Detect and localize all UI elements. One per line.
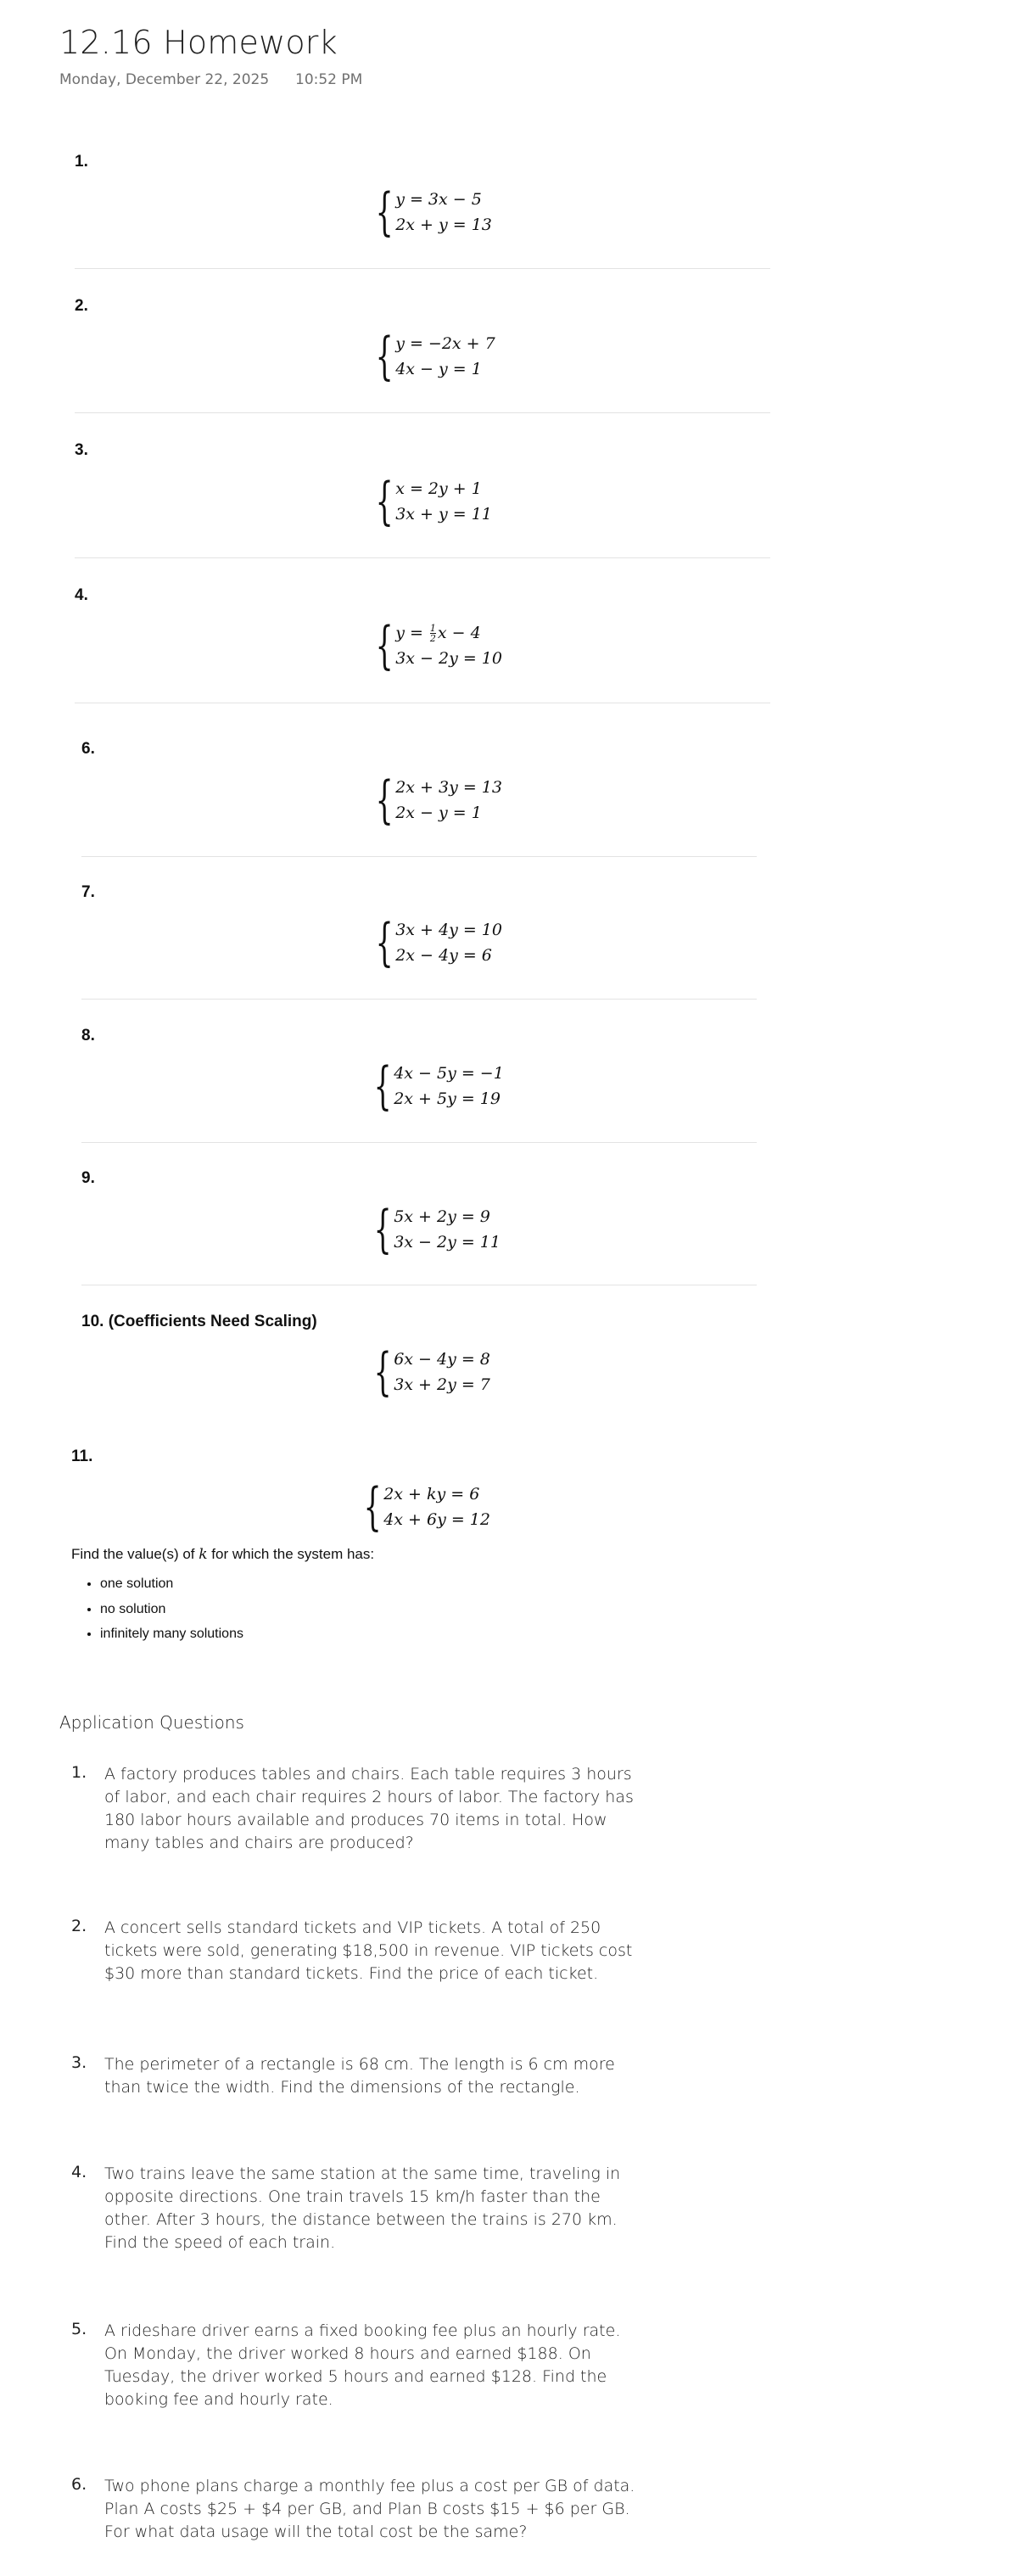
divider [75, 412, 770, 413]
problem-4-system [375, 616, 502, 675]
problem-7-system [375, 913, 502, 972]
problem-9-eq1: 5x + 2y = 9 [394, 1207, 490, 1226]
problem-3-label: 3. [75, 441, 88, 459]
problem-9-system [373, 1200, 501, 1259]
problem-10-eq1: 6x − 4y = 8 [394, 1350, 490, 1369]
application-heading: Application Questions [59, 1712, 244, 1733]
brace-icon: { [363, 1477, 382, 1537]
brace-icon: { [375, 327, 394, 386]
divider [81, 999, 757, 1000]
fraction-numerator: 1 [429, 623, 436, 635]
problem-6-label: 6. [81, 740, 95, 758]
divider [81, 856, 757, 857]
problem-3-eq1: x = 2y + 1 [395, 479, 482, 498]
application-text: The perimeter of a rectangle is 68 cm. The length is 6 cm more than twice the width. Find the dimensions of the rectangle. [104, 2055, 615, 2097]
page-title: 12.16 Homework [59, 24, 338, 61]
brace-icon: { [373, 1200, 392, 1259]
application-text: A concert sells standard tickets and VIP tickets. A total of 250 tickets were sold, generating $18,500 in revenue. VIP tickets cost $30 more than standard tickets. Find the price of each ticket. [104, 1918, 633, 1983]
divider [81, 1142, 757, 1143]
application-text: A rideshare driver earns a fixed booking fee plus an hourly rate. On Monday, the driver worked 8 hours and earned $188. On Tuesday, the driver worked 5 hours and earned $128. Find the booking fee and hourly rate. [104, 2321, 621, 2409]
problem-4-label: 4. [75, 586, 88, 604]
list-item: • infinitely many solutions [100, 1621, 243, 1647]
brace-icon: { [375, 616, 394, 675]
divider [75, 268, 770, 269]
brace-icon: { [373, 1342, 392, 1402]
problem-9-label: 9. [81, 1169, 95, 1187]
brace-icon: { [373, 1056, 392, 1116]
brace-icon: { [375, 913, 394, 972]
list-item: • one solution [100, 1571, 243, 1597]
problem-2-eq1: y = −2x + 7 [395, 334, 495, 353]
problem-11-eq1: 2x + ky = 6 [383, 1485, 480, 1504]
problem-1-eq2: 2x + y = 13 [395, 216, 492, 234]
problem-3-system [375, 472, 492, 531]
problem-7-eq1: 3x + 4y = 10 [395, 921, 502, 939]
k-question-suffix: for which the system has: [207, 1546, 375, 1562]
problem-8-eq2: 2x + 5y = 19 [394, 1089, 501, 1108]
application-text: Two trains leave the same station at the same time, traveling in opposite directions. One train travels 15 km/h faster than the other. After 3 hours, the distance between the trains is 270 km. Find the speed of each train. [104, 2164, 621, 2252]
problem-10-eq2: 3x + 2y = 7 [394, 1375, 490, 1394]
problem-2-system [375, 327, 495, 386]
brace-icon: { [375, 770, 394, 830]
problem-8-system [373, 1056, 504, 1116]
problem-4-eq2: 3x − 2y = 10 [395, 649, 502, 669]
problem-10-system [373, 1342, 490, 1402]
problem-9-eq2: 3x − 2y = 11 [394, 1233, 501, 1252]
problem-4-eq1-pre: y = [395, 623, 428, 642]
fraction-denominator: 2 [429, 633, 436, 645]
problem-1-eq1: y = 3x − 5 [395, 190, 482, 209]
page-time: 10:52 PM [295, 71, 363, 88]
application-number: 2. [71, 1917, 87, 1935]
k-question [71, 1546, 374, 1563]
k-question-prefix: Find the value(s) of [71, 1546, 199, 1562]
problem-11-eq2: 4x + 6y = 12 [383, 1510, 490, 1529]
problem-11-label: 11. [71, 1448, 93, 1465]
application-text: Two phone plans charge a monthly fee plus a cost per GB of data. Plan A costs $25 + $4 per GB, and Plan B costs $15 + $6 per GB. For what data usage will the total cost be the same? [104, 2477, 635, 2541]
problem-6-eq1: 2x + 3y = 13 [395, 778, 502, 797]
problem-10-label: 10. (Coefficients Need Scaling) [81, 1313, 317, 1330]
k-options-list [71, 1571, 243, 1647]
divider [75, 557, 770, 558]
problem-1-label: 1. [75, 153, 88, 171]
problem-4-eq1 [395, 623, 502, 644]
problem-6-eq2: 2x − y = 1 [395, 804, 482, 822]
problem-2-eq2: 4x − y = 1 [395, 360, 482, 378]
k-variable: k [199, 1546, 208, 1563]
application-number: 5. [71, 2320, 87, 2338]
problem-8-eq1: 4x − 5y = −1 [394, 1064, 504, 1083]
problem-7-label: 7. [81, 883, 95, 901]
problem-6-system [375, 770, 502, 830]
problem-1-system [375, 182, 492, 242]
application-text: A factory produces tables and chairs. Each table requires 3 hours of labor, and each chair requires 2 hours of labor. The factory has 180 labor hours available and produces 70 items in total. How many tables and chairs are produced? [104, 1765, 634, 1852]
brace-icon: { [375, 182, 394, 242]
application-number: 4. [71, 2163, 87, 2181]
problem-4-eq1-post: x − 4 [437, 623, 481, 642]
problem-3-eq2: 3x + y = 11 [395, 505, 492, 524]
problem-7-eq2: 2x − 4y = 6 [395, 946, 492, 965]
list-item: • no solution [100, 1597, 243, 1622]
problem-2-label: 2. [75, 297, 88, 315]
problem-11-system [363, 1477, 490, 1537]
application-number: 6. [71, 2475, 87, 2494]
brace-icon: { [375, 472, 394, 531]
application-number: 1. [71, 1763, 87, 1782]
application-number: 3. [71, 2053, 87, 2072]
fraction [430, 624, 436, 643]
problem-8-label: 8. [81, 1027, 95, 1044]
page-date: Monday, December 22, 2025 [59, 71, 270, 88]
